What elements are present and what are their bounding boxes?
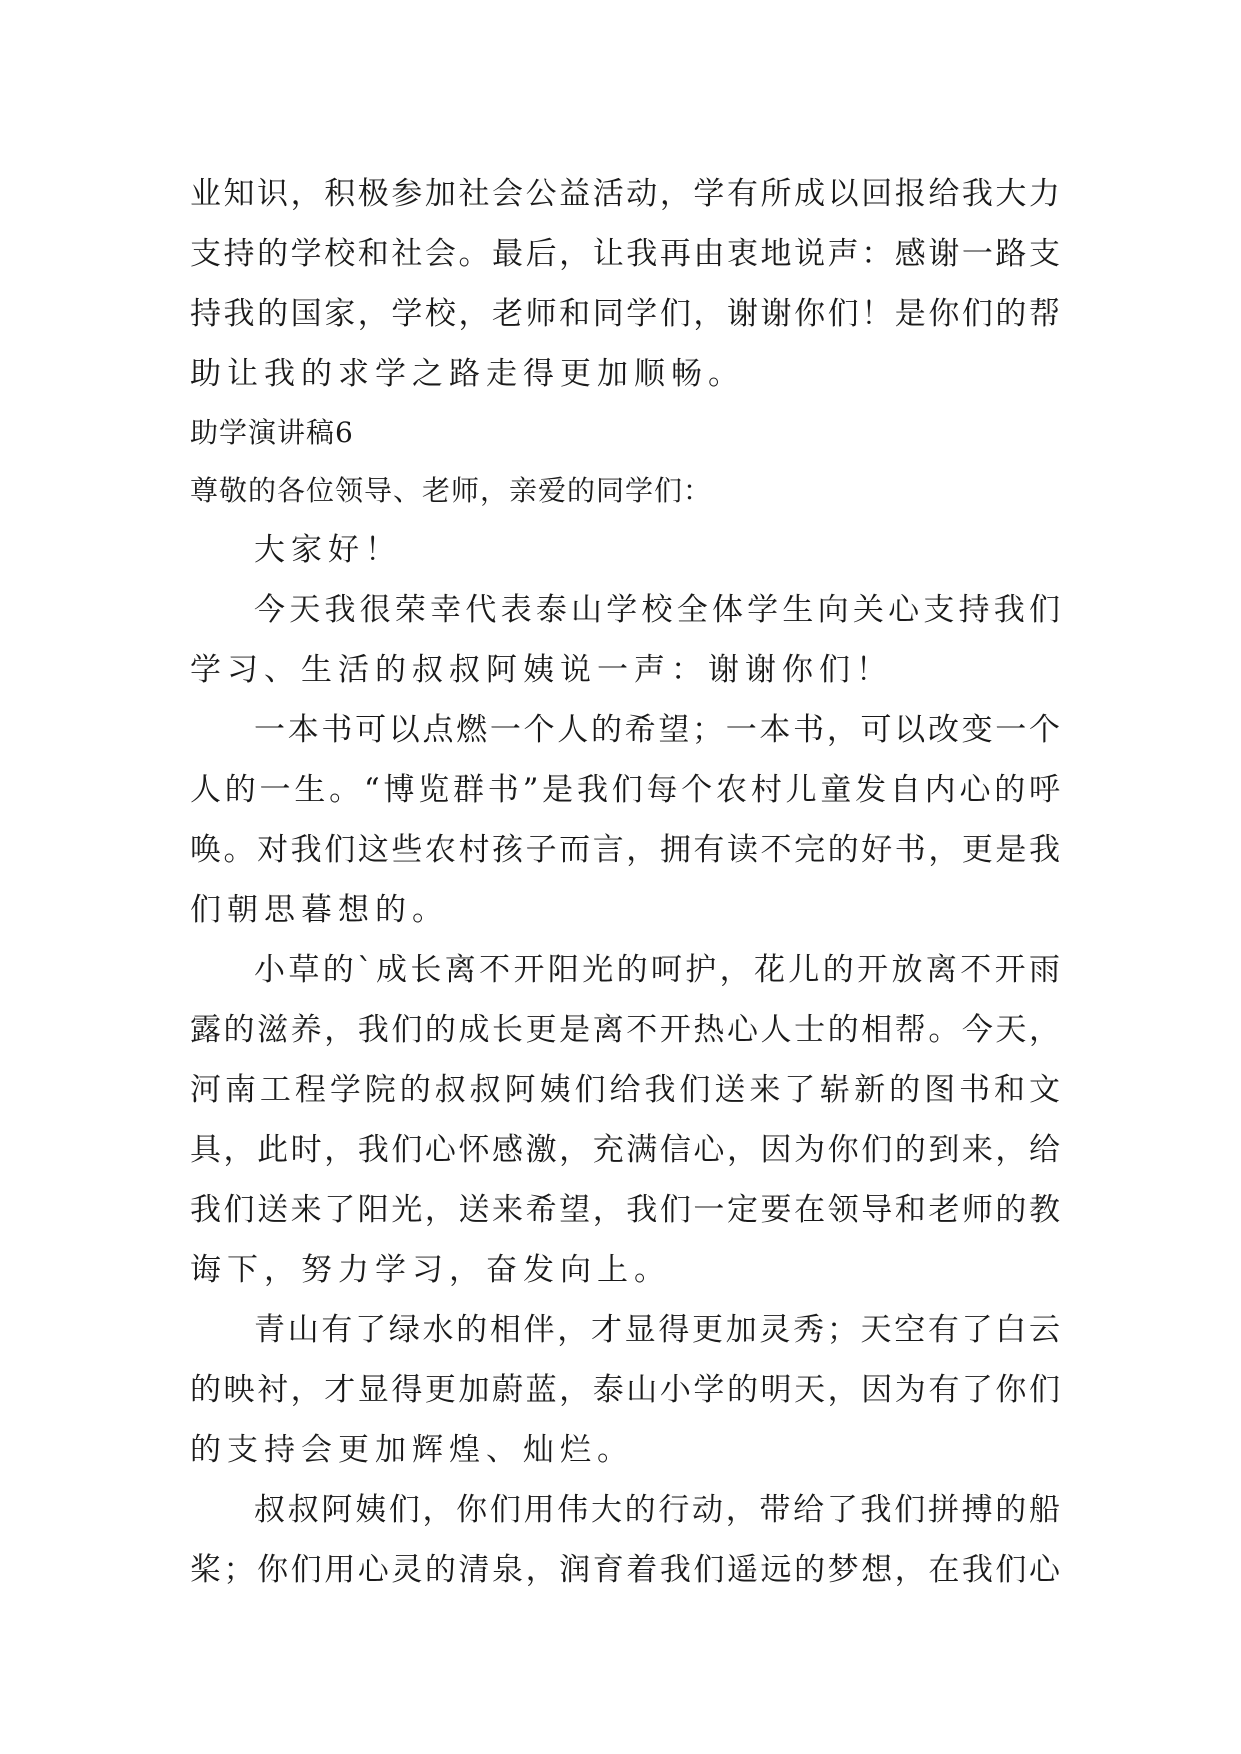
body-text-line: 学习、生活的叔叔阿姨说一声：谢谢你们！ [190, 652, 893, 688]
body-text-line: 唤。对我们这些农村孩子而言，拥有读不完的好书，更是我 [190, 832, 1060, 868]
body-text-line: 河南工程学院的叔叔阿姨们给我们送来了崭新的图书和文 [190, 1072, 1060, 1108]
body-text-line: 我们送来了阳光，送来希望，我们一定要在领导和老师的教 [190, 1192, 1060, 1228]
body-text-line: 具，此时，我们心怀感激，充满信心，因为你们的到来，给 [190, 1132, 1060, 1168]
body-text-line: 一本书可以点燃一个人的希望；一本书，可以改变一个 [254, 712, 1060, 748]
body-text-line: 叔叔阿姨们，你们用伟大的行动，带给了我们拼搏的船 [254, 1492, 1060, 1528]
body-text-line: 持我的国家，学校，老师和同学们，谢谢你们！是你们的帮 [190, 296, 1060, 332]
body-text-line: 青山有了绿水的相伴，才显得更加灵秀；天空有了白云 [254, 1312, 1060, 1348]
salutation: 尊敬的各位领导、老师，亲爱的同学们： [190, 474, 713, 507]
body-text-line: 露的滋养，我们的成长更是离不开热心人士的相帮。今天， [190, 1012, 1060, 1048]
body-text-line: 小草的`成长离不开阳光的呵护，花儿的开放离不开雨 [254, 952, 1060, 988]
document-body [190, 164, 1060, 1600]
body-text-line: 的映衬，才显得更加蔚蓝，泰山小学的明天，因为有了你们 [190, 1372, 1060, 1408]
body-text-line: 桨；你们用心灵的清泉，润育着我们遥远的梦想，在我们心 [190, 1552, 1060, 1588]
body-text-line: 人的一生。“博览群书”是我们每个农村儿童发自内心的呼 [190, 772, 1060, 808]
greeting: 大家好！ [254, 532, 402, 568]
body-text-line: 诲下，努力学习，奋发向上。 [190, 1252, 671, 1288]
body-text-line: 今天我很荣幸代表泰山学校全体学生向关心支持我们 [254, 592, 1060, 628]
body-text-line: 的支持会更加辉煌、灿烂。 [190, 1432, 634, 1468]
body-text-line: 业知识，积极参加社会公益活动，学有所成以回报给我大力 [190, 176, 1060, 212]
body-text-line: 们朝思暮想的。 [190, 892, 449, 928]
section-heading: 助学演讲稿6 [190, 416, 354, 449]
body-text-line: 助让我的求学之路走得更加顺畅。 [190, 356, 745, 392]
body-text-line: 支持的学校和社会。最后，让我再由衷地说声：感谢一路支 [190, 236, 1060, 272]
